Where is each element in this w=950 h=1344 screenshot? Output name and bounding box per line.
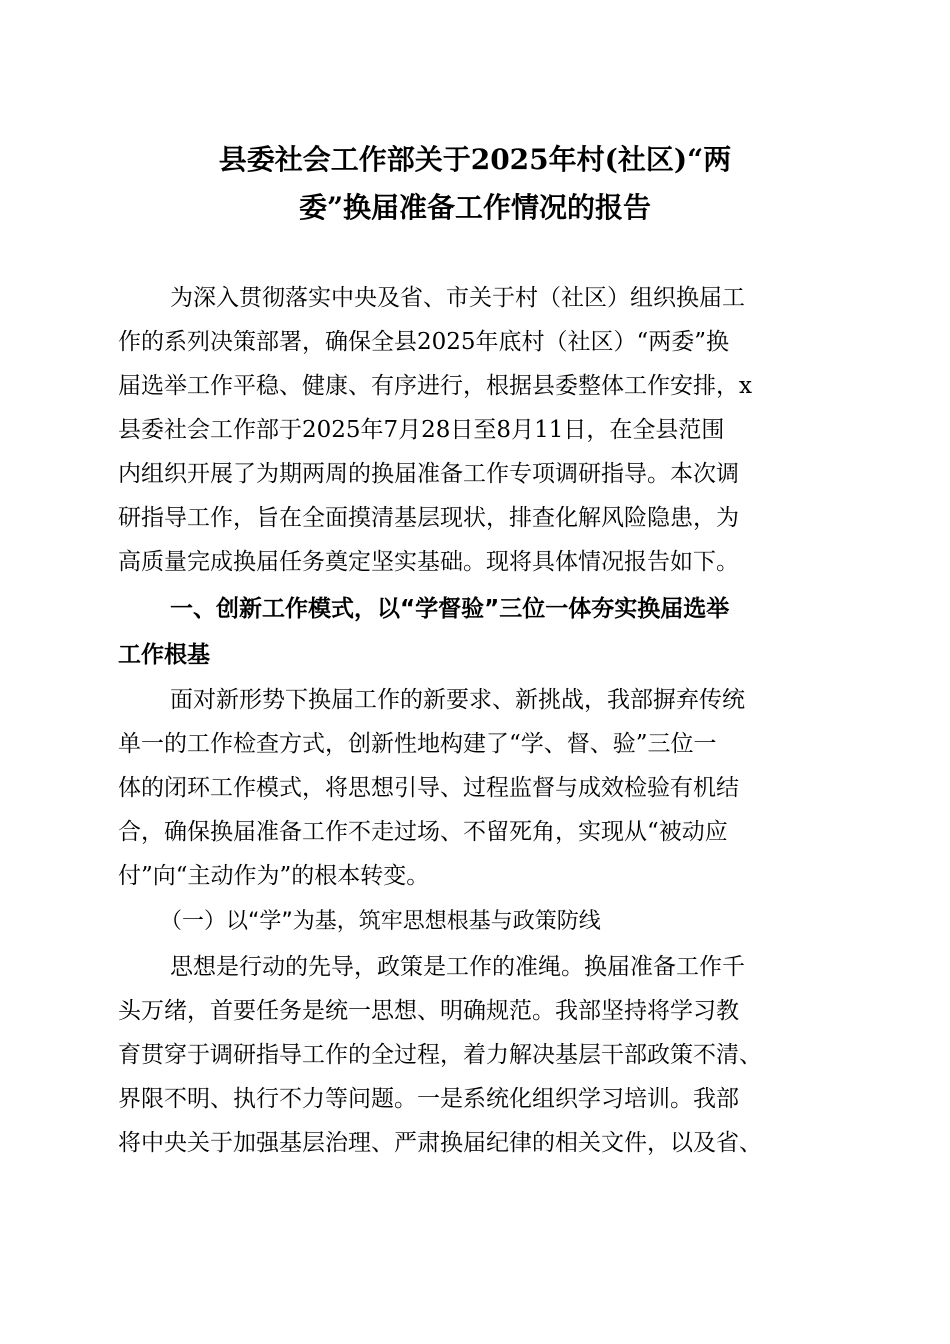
intro-line: 高质量完成换届任务奠定坚实基础。现将具体情况报告如下。 [118, 549, 739, 575]
subsection-1-body-line: 思想是行动的先导，政策是工作的准绳。换届准备工作千 [170, 954, 745, 980]
intro-line: 届选举工作平稳、健康、有序进行，根据县委整体工作安排，x [118, 373, 752, 399]
subsection-1-body-line: 将中央关于加强基层治理、严肃换届纪律的相关文件，以及省、 [118, 1130, 762, 1156]
section-1-body-line: 合，确保换届准备工作不走过场、不留死角，实现从“被动应 [118, 819, 728, 845]
section-1-body-line: 面对新形势下换届工作的新要求、新挑战，我部摒弃传统 [170, 687, 745, 713]
intro-line: 县委社会工作部于2025年7月28日至8月11日，在全县范围 [118, 417, 725, 443]
intro-line: 研指导工作，旨在全面摸清基层现状，排查化解风险隐患，为 [118, 505, 739, 531]
intro-line: 内组织开展了为期两周的换届准备工作专项调研指导。本次调 [118, 461, 739, 487]
document-title-line-2: 委”换届准备工作情况的报告 [298, 191, 652, 224]
section-1-heading-line: 一、创新工作模式，以“学督验”三位一体夯实换届选举 [170, 596, 730, 622]
section-1-heading-line: 工作根基 [118, 642, 210, 668]
section-1-body-line: 付”向“主动作为”的根本转变。 [118, 863, 430, 889]
intro-line: 作的系列决策部署，确保全县2025年底村（社区）“两委”换 [118, 329, 730, 355]
subsection-1-body-line: 界限不明、执行不力等问题。一是系统化组织学习培训。我部 [118, 1086, 739, 1112]
section-1-body-line: 体的闭环工作模式，将思想引导、过程监督与成效检验有机结 [118, 775, 739, 801]
document-title-line-1: 县委社会工作部关于2025年村(社区)“两 [218, 143, 732, 176]
subsection-1-body-line: 头万绪，首要任务是统一思想、明确规范。我部坚持将学习教 [118, 998, 739, 1024]
subsection-1-body-line: 育贯穿于调研指导工作的全过程，着力解决基层干部政策不清、 [118, 1042, 762, 1068]
intro-line: 为深入贯彻落实中央及省、市关于村（社区）组织换届工 [170, 285, 745, 311]
subsection-1-heading: （一）以“学”为基，筑牢思想根基与政策防线 [160, 909, 601, 934]
section-1-body-line: 单一的工作检查方式，创新性地构建了“学、督、验”三位一 [118, 731, 717, 757]
